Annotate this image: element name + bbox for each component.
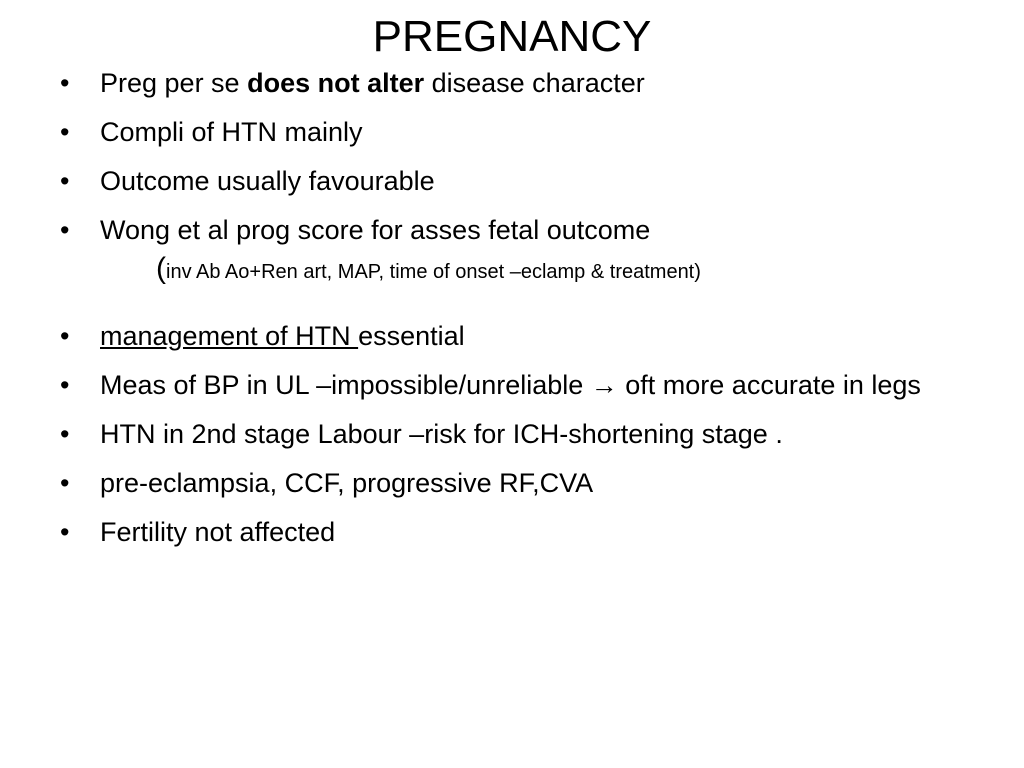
item-text-post: essential <box>358 321 465 351</box>
bullet-item-htn-complications <box>56 115 1006 149</box>
item-text: Meas of BP in UL –impossible/unreliable → oft more accurate in legs <box>100 370 921 400</box>
bullet-icon: • <box>60 117 70 147</box>
detail-text: inv Ab Ao+Ren art, MAP, time of onset –eclamp & treatment) <box>166 261 701 283</box>
item-text: Wong et al prog score for asses fetal outcome <box>100 215 651 245</box>
item-text-pre: Preg per se <box>100 68 248 98</box>
wong-score-detail <box>56 252 1006 289</box>
bullet-icon: • <box>60 370 70 400</box>
slide-title: PREGNANCY <box>372 12 652 61</box>
item-text-post: disease character <box>424 68 645 98</box>
bullet-item-complications-list <box>56 466 1006 500</box>
bullet-item-wong-score <box>56 213 1006 247</box>
item-text: Outcome usually favourable <box>100 166 435 196</box>
bullet-icon: • <box>60 68 70 98</box>
bullet-icon: • <box>60 468 70 498</box>
bullet-item-outcome <box>56 164 1006 198</box>
bullet-icon: • <box>60 517 70 547</box>
item-text-bold: does not alter <box>247 68 425 98</box>
bullet-item-disease-character <box>56 66 1006 100</box>
bullet-item-labour-risk <box>56 417 1006 451</box>
bullet-item-bp-measurement <box>56 368 1006 402</box>
bullet-icon: • <box>60 215 70 245</box>
bullet-icon: • <box>60 321 70 351</box>
item-text-underlined: management of HTN <box>100 321 359 351</box>
bullet-item-fertility <box>56 515 1006 549</box>
item-text: Fertility not affected <box>100 517 336 547</box>
bullet-list <box>56 66 1006 564</box>
bullet-icon: • <box>60 419 70 449</box>
item-text: HTN in 2nd stage Labour –risk for ICH-shortening stage . <box>100 419 783 449</box>
bullet-icon: • <box>60 166 70 196</box>
item-text: Compli of HTN mainly <box>100 117 363 147</box>
open-paren: ( <box>156 252 166 285</box>
bullet-item-htn-management <box>56 319 1006 353</box>
item-text: pre-eclampsia, CCF, progressive RF,CVA <box>100 468 594 498</box>
